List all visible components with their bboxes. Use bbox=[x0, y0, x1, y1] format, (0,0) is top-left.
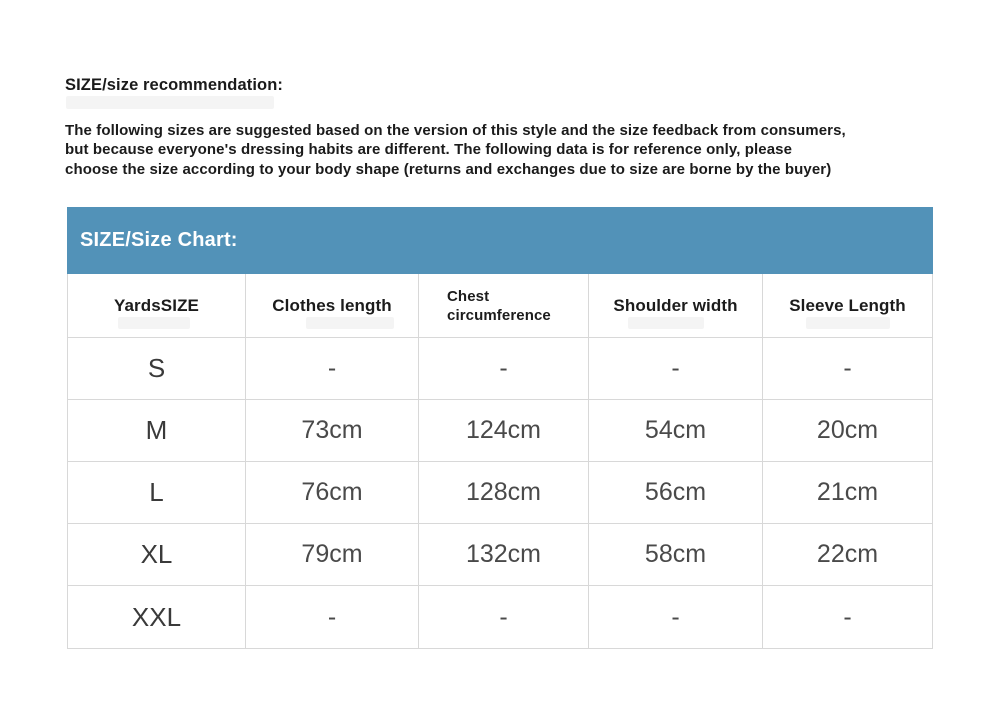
chest-circumference-cell: - bbox=[419, 586, 589, 648]
paragraph-line: choose the size according to your body shape (returns and exchanges due to size are borne by the buyer) bbox=[65, 160, 832, 178]
text-smudge bbox=[118, 317, 190, 329]
sleeve-length-cell: 21cm bbox=[763, 462, 932, 524]
text-smudge bbox=[306, 317, 394, 329]
text-smudge bbox=[628, 317, 704, 329]
paragraph-line: The following sizes are suggested based on the version of this style and the size feedback from consumers, bbox=[65, 122, 846, 139]
shoulder-width-cell: 56cm bbox=[589, 462, 763, 524]
shoulder-width-cell: 58cm bbox=[589, 524, 763, 586]
size-recommendation-paragraph bbox=[65, 121, 965, 179]
text-smudge bbox=[66, 96, 274, 109]
size-cell: XXL bbox=[68, 586, 246, 648]
clothes-length-cell: 79cm bbox=[246, 524, 419, 586]
chest-circumference-cell: 124cm bbox=[419, 400, 589, 462]
size-cell: S bbox=[68, 338, 246, 400]
column-header-yards-size: YardsSIZE bbox=[68, 274, 246, 338]
size-recommendation-heading: SIZE/size recommendation: bbox=[65, 76, 283, 94]
chest-circumference-cell: 132cm bbox=[419, 524, 589, 586]
column-header-chest-circumference: Chest circumference bbox=[419, 274, 589, 338]
clothes-length-cell: - bbox=[246, 586, 419, 648]
size-chart-table bbox=[67, 274, 933, 649]
shoulder-width-cell: - bbox=[589, 586, 763, 648]
clothes-length-cell: 73cm bbox=[246, 400, 419, 462]
sleeve-length-cell: 22cm bbox=[763, 524, 932, 586]
column-header-sleeve-length: Sleeve Length bbox=[763, 274, 932, 338]
size-cell: M bbox=[68, 400, 246, 462]
size-cell: XL bbox=[68, 524, 246, 586]
sleeve-length-cell: - bbox=[763, 586, 932, 648]
shoulder-width-cell: 54cm bbox=[589, 400, 763, 462]
size-cell: L bbox=[68, 462, 246, 524]
size-chart-title: SIZE/Size Chart: bbox=[80, 229, 238, 251]
chest-circumference-cell: 128cm bbox=[419, 462, 589, 524]
chest-circumference-cell: - bbox=[419, 338, 589, 400]
clothes-length-cell: - bbox=[246, 338, 419, 400]
sleeve-length-cell: - bbox=[763, 338, 932, 400]
column-header-shoulder-width: Shoulder width bbox=[589, 274, 763, 338]
shoulder-width-cell: - bbox=[589, 338, 763, 400]
paragraph-line: but because everyone's dressing habits are different. The following data is for reference only, please bbox=[65, 141, 793, 159]
sleeve-length-cell: 20cm bbox=[763, 400, 932, 462]
clothes-length-cell: 76cm bbox=[246, 462, 419, 524]
column-header-clothes-length: Clothes length bbox=[246, 274, 419, 338]
text-smudge bbox=[806, 317, 890, 329]
size-chart-title-bar bbox=[67, 207, 933, 274]
